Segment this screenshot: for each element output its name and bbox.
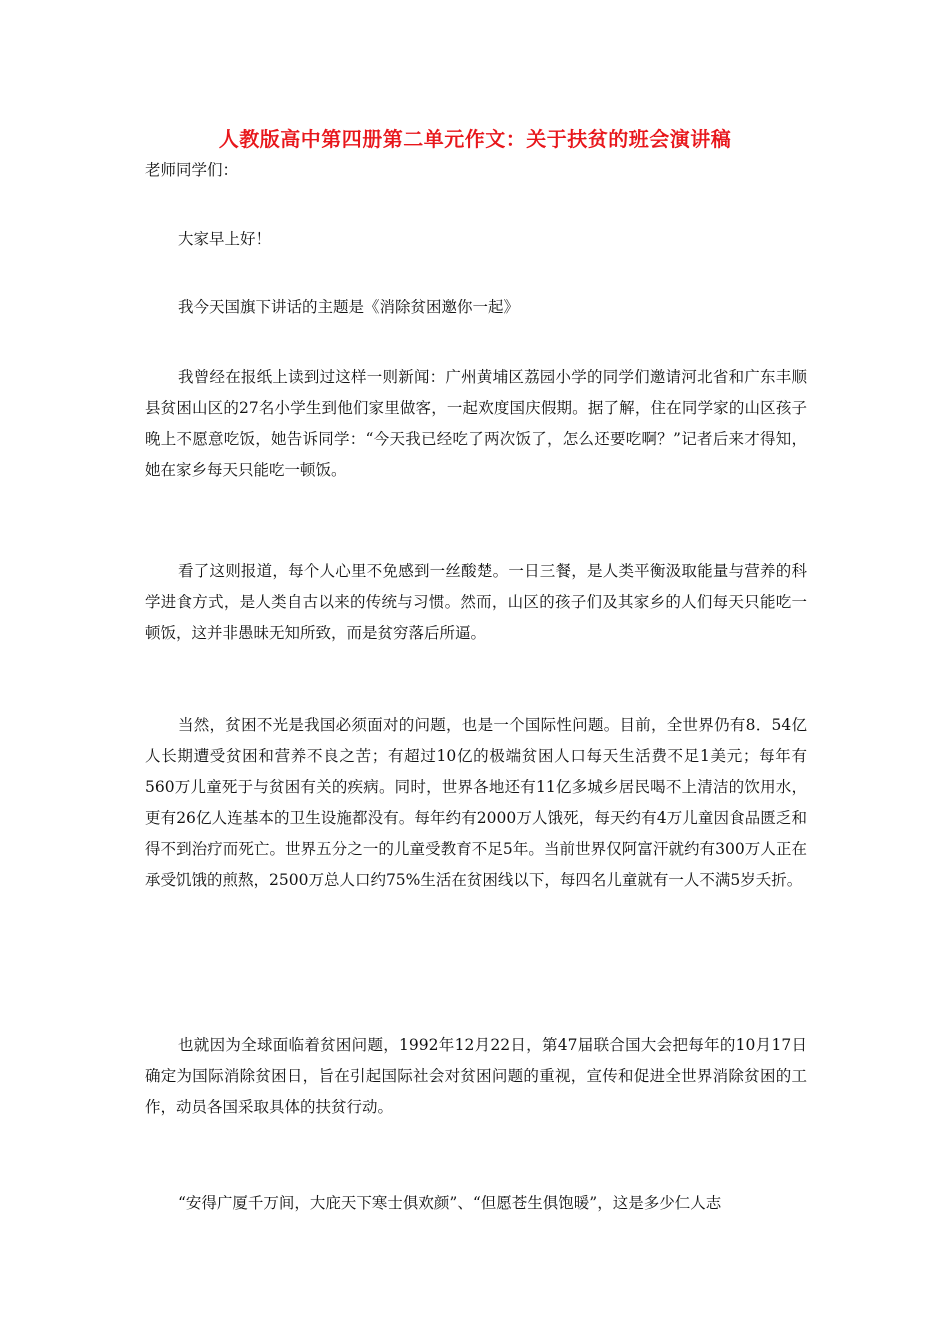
paragraph-global-poverty: 当然，贫困不光是我国必须面对的问题，也是一个国际性问题。目前，全世界仍有8．54亿人长期遭受贫困和营养不良之苦；有超过10亿的极端贫困人口每天生活费不足1美元；每年有560万儿童死于与贫困有关的疾病。同时，世界各地还有11亿多城乡居民喝不上清洁的饮用水，更有26亿人连基本的卫生设施都没有。每年约有2000万人饿死，每天约有4万儿童因食品匮乏和得不到治疗而死亡。世界五分之一的儿童受教育不足5年。当前世界仅阿富汗就约有300万人正在承受饥饿的煎熬，2500万总人口约75%生活在贫困线以下，每四名儿童就有一人不满5岁夭折。 — [145, 716, 807, 889]
paragraph-news: 我曾经在报纸上读到过这样一则新闻：广州黄埔区荔园小学的同学们邀请河北省和广东丰顺县贫困山区的27名小学生到他们家里做客，一起欢度国庆假期。据了解，住在同学家的山区孩子晚上不愿意吃饭，她告诉同学：“今天我已经吃了两次饭了，怎么还要吃啊？”记者后来才得知，她在家乡每天只能吃一顿饭。 — [145, 368, 807, 479]
salutation: 老师同学们： — [145, 161, 239, 179]
paragraph-topic: 我今天国旗下讲话的主题是《消除贫困邀你一起》 — [178, 298, 520, 316]
paragraph-reflection: 看了这则报道，每个人心里不免感到一丝酸楚。一日三餐，是人类平衡汲取能量与营养的科学进食方式，是人类自古以来的传统与习惯。然而，山区的孩子们及其家乡的人们每天只能吃一顿饭，这并非愚昧无知所致，而是贫穷落后所逼。 — [145, 562, 807, 642]
paragraph-poverty-day: 也就因为全球面临着贫困问题，1992年12月22日，第47届联合国大会把每年的10月17日确定为国际消除贫困日，旨在引起国际社会对贫困问题的重视，宣传和促进全世界消除贫困的工作，动员各国采取具体的扶贫行动。 — [145, 1036, 807, 1116]
document-title: 人教版高中第四册第二单元作文：关于扶贫的班会演讲稿 — [218, 127, 732, 151]
paragraph-greeting: 大家早上好！ — [178, 230, 272, 248]
paragraph-quote: “安得广厦千万间，大庇天下寒士俱欢颜”、“但愿苍生俱饱暖”，这是多少仁人志 — [178, 1194, 722, 1212]
